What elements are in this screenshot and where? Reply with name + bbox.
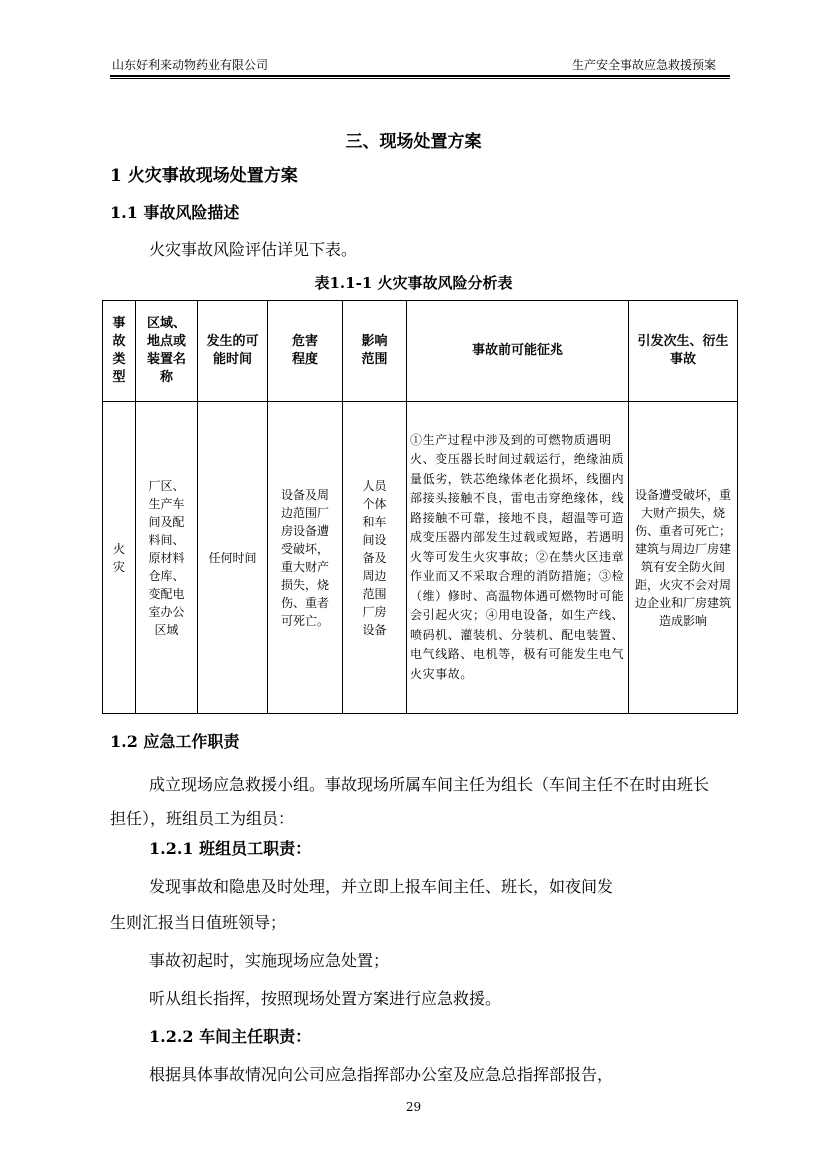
header-rule [110,75,730,77]
cell-signs: ①生产过程中涉及到的可燃物质遇明火、变压器长时间过载运行，绝缘油质量低劣，铁芯绝缘体老化损坏，线圈内部接头接触不良，雷电击穿绝缘体，线路接触不可靠，接地不良，超温等可造成变压器内部发生过载或短路，若遇明火等可发生火灾事故；②在禁火区违章作业而又不采取合理的消防措施；③检（维）修时、高温物体遇可燃物时可能会引起火灾；④用电设备，如生产线、喷码机、灌装机、分装机、配电装置、电气线路、电机等，极有可能发生电气火灾事故。 [407,402,629,714]
page-number: 29 [405,1100,422,1114]
table-caption: 表1.1-1 火灾事故风险分析表 [314,274,513,292]
header-cell-harm: 危害程度 [268,301,343,402]
duty-item-4: 根据具体事故情况向公司应急指挥部办公室及应急总指挥部报告， [149,1065,614,1084]
heading-1-2-2: 1.2.2 车间主任职责： [149,1027,312,1046]
table-header-row [103,301,738,402]
cell-type: 火灾 [103,402,136,714]
duty-item-1-continued: 生则汇报当日值班领导； [110,913,287,932]
header-document-title: 生产安全事故应急救援预案 [571,58,716,72]
heading-1-2: 1.2 应急工作职责 [110,732,240,751]
header-company: 山东好利来动物药业有限公司 [112,58,269,72]
header-cell-secondary: 引发次生、衍生事故 [629,301,738,402]
header-cell-type: 事故类型 [103,301,136,402]
cell-time: 任何时间 [198,402,268,714]
duty-item-3: 听从组长指挥，按照现场处置方案进行应急救援。 [149,989,502,1008]
header-rule-thin [110,78,730,79]
cell-secondary: 设备遭受破坏，重大财产损失，烧伤、重者可死亡；建筑与周边厂房建筑有安全防火间距，火灾不会对周边企业和厂房建筑造成影响 [629,402,738,714]
header-cell-signs: 事故前可能征兆 [407,301,629,402]
header-cell-time: 发生的可能时间 [198,301,268,402]
heading-1-1: 1.1 事故风险描述 [110,203,240,222]
running-header [110,56,730,76]
header-cell-scope: 影响范围 [343,301,407,402]
heading-1-2-1: 1.2.1 班组员工职责： [149,839,312,858]
cell-scope: 人员个体和车间设备及周边范围厂房设备 [343,402,407,714]
section-title: 三、现场处置方案 [345,132,482,152]
intro-paragraph: 火灾事故风险评估详见下表。 [149,240,358,259]
risk-analysis-table [102,300,738,714]
table-row [103,402,738,714]
cell-area: 厂区、生产车间及配料间、原材料仓库、变配电室办公区域 [136,402,198,714]
header-cell-area: 区域、地点或装置名称 [136,301,198,402]
duty-item-2: 事故初起时，实施现场应急处置； [149,951,390,970]
cell-harm: 设备及周边范围厂房设备遭受破坏，重大财产损失，烧伤、重者可死亡。 [268,402,343,714]
heading-1: 1 火灾事故现场处置方案 [110,166,298,186]
duty-item-1: 发现事故和隐患及时处理，并立即上报车间主任、班长，如夜间发 [149,877,614,896]
paragraph-1-2: 成立现场应急救援小组。事故现场所属车间主任为组长（车间主任不在时由班长担任），班组员工为组员： [110,775,710,828]
